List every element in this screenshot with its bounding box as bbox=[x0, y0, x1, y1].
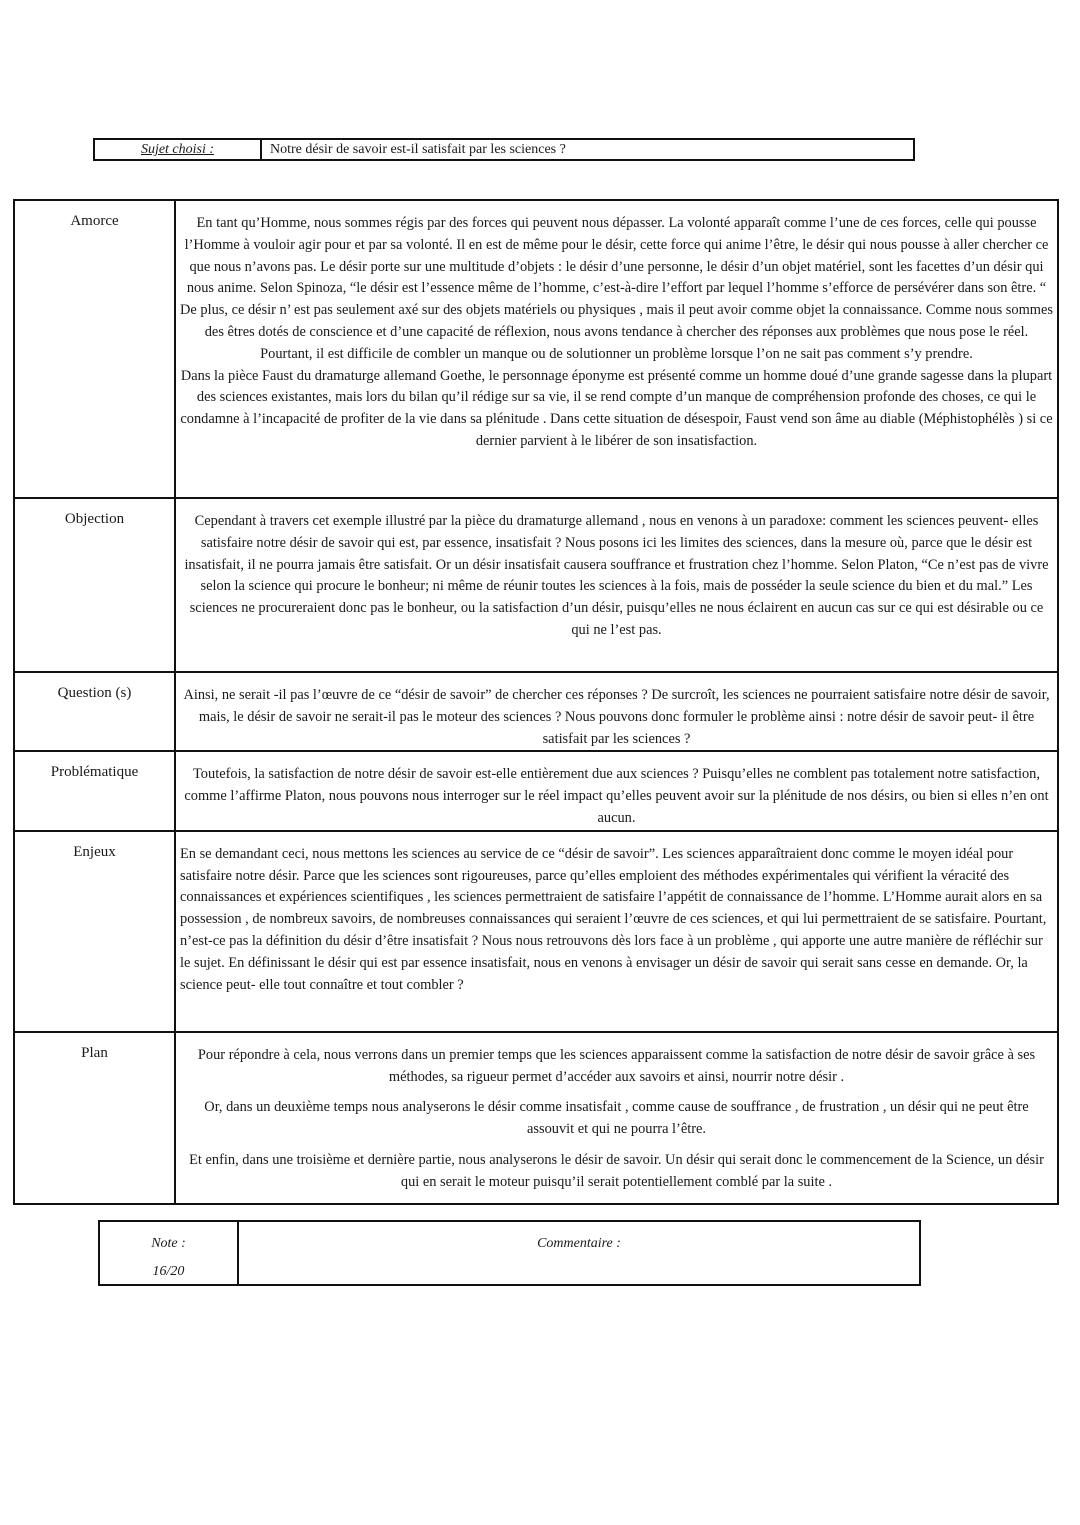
subject-value: Notre désir de savoir est-il satisfait par les sciences ? bbox=[270, 142, 566, 157]
table-row-objection bbox=[14, 498, 1058, 672]
grade-box bbox=[98, 1220, 921, 1286]
table-row-problematique bbox=[14, 751, 1058, 830]
row-label: Objection bbox=[14, 498, 175, 672]
paragraph: En tant qu’Homme, nous sommes régis par des forces qui peuvent nous dépasser. La volonté apparaît comme l’une de ces forces, celle qui pousse l’Homme à vouloir agir pour et par sa volonté. Il en est de même pour le désir, cette force qui anime l’être, le désir qui nous pousse à aller chercher ce que nous n’avons pas. Le désir porte sur une multitude d’objets : le désir d’une personne, le désir d’un objet matériel, sont les facettes d’un désir qui nous anime. Selon Spinoza, “le désir est l’essence même de l’homme, c’est-à-dire l’effort par lequel l’homme s’efforce de persévérer dans son être. “ De plus, ce désir n’ est pas seulement axé sur des objets matériels ou physiques , mais il peut avoir comme objet la connaissance. Comme nous sommes des êtres dotés de conscience et d’une capacité de réflexion, nous avons tendance à chercher des réponses aux problèmes que nous pose le réel. Pourtant, il est difficile de combler un manque ou de solutionner un problème lorsque l’on ne sait pas comment s’y prendre. bbox=[180, 215, 1053, 362]
row-content-enjeux bbox=[175, 831, 1058, 1032]
table-row-questions bbox=[14, 672, 1058, 751]
paragraph: Cependant à travers cet exemple illustré par la pièce du dramaturge allemand , nous en venons à un paradoxe: comment les sciences peuvent- elles satisfaire notre désir de savoir qui est, par essence, insatisfait ? Nous posons ici les limites des sciences, dans la mesure où, parce que le désir est insatisfait, il ne pourra jamais être satisfait. Or un désir insatisfait causera souffrance et frustration chez l’homme. Selon Platon, “Ce n’est pas de vivre selon la science qui procure le bonheur; ni même de réunir toutes les sciences à la fois, mais de posséder la seule science du bien et du mal.” Les sciences ne procureraient donc pas le bonheur, ou la satisfaction d’un désir, puisqu’elles ne nous éclairent en aucun cas sur ce qui est désirable ou ce qui ne l’est pas. bbox=[184, 513, 1049, 638]
subject-label: Sujet choisi : bbox=[95, 140, 262, 159]
paragraph: Dans la pièce Faust du dramaturge allemand Goethe, le personnage éponyme est présenté comme un homme doué d’une grande sagesse dans la plupart des sciences existantes, mais lors du bilan qu’il rédige sur sa vie, il se rend compte d’un manque de compréhension profonde des choses, ce qui le condamne à l’incapacité de profiter de la vie dans sa plénitude . Dans cette situation de désespoir, Faust vend son âme au diable (Méphistophélès ) si ce dernier parvient à le libérer de son insatisfaction. bbox=[180, 367, 1053, 449]
paragraph: Ainsi, ne serait -il pas l’œuvre de ce “désir de savoir” de chercher ces réponses ? De surcroît, les sciences ne pourraient satisfaire notre désir de savoir, mais, le désir de savoir ne serait-il pas le moteur des sciences ? Nous pouvons donc formuler le problème ainsi : notre désir de savoir peut- il être satisfait par les sciences ? bbox=[183, 687, 1050, 747]
row-content-plan bbox=[175, 1032, 1058, 1204]
row-content-questions bbox=[175, 672, 1058, 751]
table-row-amorce bbox=[14, 200, 1058, 498]
row-label: Question (s) bbox=[14, 672, 175, 751]
row-label: Amorce bbox=[14, 200, 175, 498]
row-content-amorce bbox=[175, 200, 1058, 498]
paragraph: En se demandant ceci, nous mettons les sciences au service de ce “désir de savoir”. Les sciences apparaîtraient donc comme le moyen idéal pour satisfaire notre désir. Parce que les sciences sont rigoureuses, parce qu’elles emploient des méthodes expérimentales qui vérifient la véracité des connaissances et expériences scientifiques , les sciences permettraient de satisfaire l’appétit de connaissance de l’homme. L’Homme aurait alors en sa possession , de nombreux savoirs, de nombreuses connaissances qui seraient l’œuvre de ces sciences, et qui lui permettraient de se satisfaire. Pourtant, n’est-ce pas la définition du désir d’être insatisfait ? Nous nous retrouvons dès lors face à un problème , qui apporte une autre manière de réfléchir sur le sujet. En définissant le désir qui est par essence insatisfait, nous en venons à envisager un désir de savoir qui serait sans cesse en demande. Or, la science peut- elle tout connaître et tout combler ? bbox=[180, 845, 1047, 993]
row-label: Problématique bbox=[14, 751, 175, 830]
comment-cell bbox=[239, 1222, 919, 1284]
row-content-problematique bbox=[175, 751, 1058, 830]
row-content-objection bbox=[175, 498, 1058, 672]
table-row-enjeux bbox=[14, 831, 1058, 1032]
paragraph: Pour répondre à cela, nous verrons dans un premier temps que les sciences apparaissent comme la satisfaction de notre désir de savoir grâce à ses méthodes, sa rigueur permet d’accéder aux savoirs et ainsi, nourrir notre désir . bbox=[197, 1046, 1036, 1085]
comment-label: Commentaire : bbox=[537, 1236, 621, 1251]
note-label: Note : bbox=[151, 1236, 186, 1251]
row-label: Plan bbox=[14, 1032, 175, 1204]
paragraph: Or, dans un deuxième temps nous analyserons le désir comme insatisfait , comme cause de souffrance , de frustration , un désir qui ne peut être assouvit et qui ne pourra l’être. bbox=[204, 1099, 1029, 1138]
essay-outline-table bbox=[13, 199, 1059, 1205]
paragraph: Toutefois, la satisfaction de notre désir de savoir est-elle entièrement due aux sciences ? Puisqu’elles ne comblent pas totalement notre satisfaction, comme l’affirme Platon, nous pouvons nous interroger sur le réel impact qu’elles peuvent avoir sur la plénitude de nos désirs, ou bien si elles n’en ont aucun. bbox=[184, 766, 1049, 826]
row-label: Enjeux bbox=[14, 831, 175, 1032]
paragraph: Et enfin, dans une troisième et dernière partie, nous analyserons le désir de savoir. Un désir qui serait donc le commencement de la Science, un désir qui en serait le moteur puisqu’il serait potentiellement comblé par la suite . bbox=[189, 1151, 1044, 1190]
grade-cell bbox=[100, 1222, 239, 1284]
table-row-plan bbox=[14, 1032, 1058, 1204]
note-value: 16/20 bbox=[152, 1264, 185, 1279]
subject-box bbox=[93, 138, 915, 161]
